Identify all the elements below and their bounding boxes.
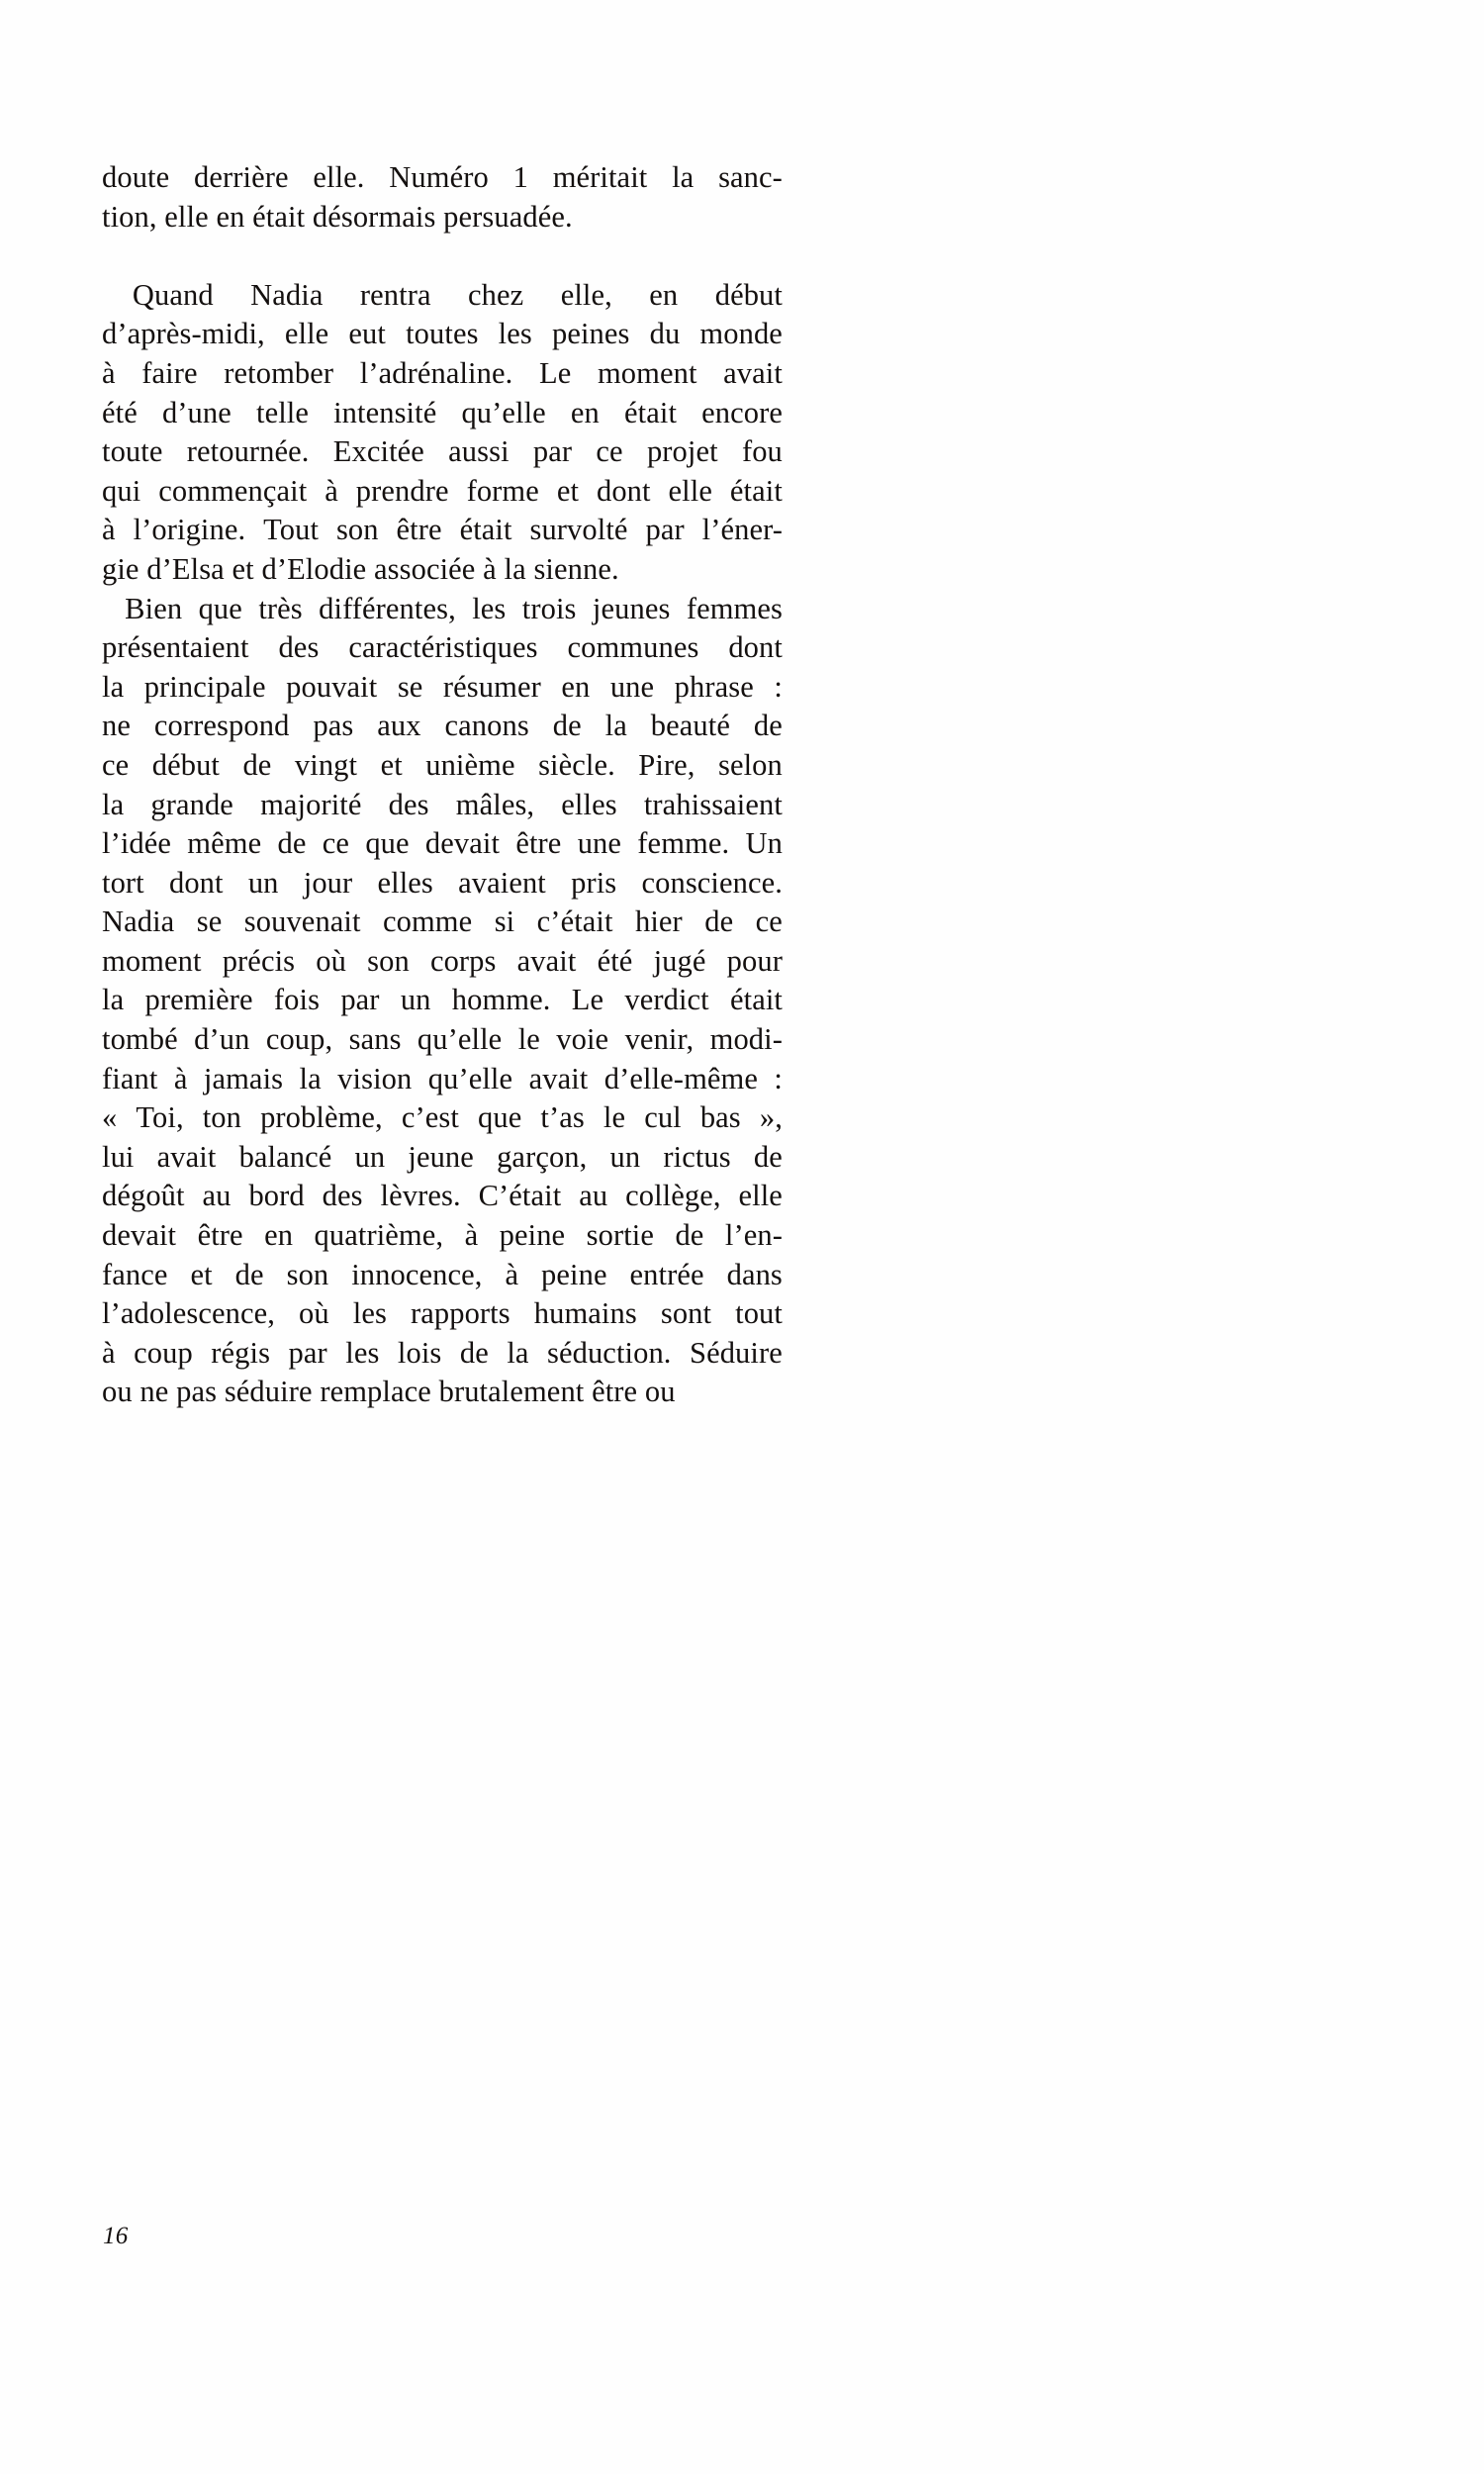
text-line: d’après-midi, elle eut toutes les peines du monde (102, 317, 783, 351)
text-line: à l’origine. Tout son être était survolté par l’éner- (102, 513, 783, 547)
text-line: doute derrière elle. Numéro 1 méritait la sanc- (102, 160, 783, 194)
text-line: qui commençait à prendre forme et dont elle était (102, 473, 783, 508)
text-line: la première fois par un homme. Le verdict était (102, 983, 783, 1017)
text-line: la grande majorité des mâles, elles trahissaient (102, 787, 783, 821)
page-number: 16 (103, 2223, 129, 2249)
text-line: Bien que très différentes, les trois jeunes femmes (102, 591, 783, 625)
paragraph (102, 590, 783, 1412)
text-line: tort dont un jour elles avaient pris conscience. (102, 865, 783, 900)
text-line: toute retournée. Excitée aussi par ce projet fou (102, 434, 783, 469)
text-line: présentaient des caractéristiques communes dont (102, 630, 783, 665)
page-text-block (102, 158, 783, 1412)
text-line: lui avait balancé un jeune garçon, un rictus de (102, 1139, 783, 1174)
text-line: tion, elle en était désormais persuadée. (102, 199, 573, 234)
text-line: été d’une telle intensité qu’elle en était encore (102, 395, 783, 429)
text-line: devait être en quatrième, à peine sortie de l’en- (102, 1218, 783, 1253)
text-line: Quand Nadia rentra chez elle, en début (102, 277, 783, 312)
text-line: ce début de vingt et unième siècle. Pire, selon (102, 747, 783, 782)
text-line: l’idée même de ce que devait être une femme. Un (102, 826, 783, 861)
text-line: fiant à jamais la vision qu’elle avait d’elle-même : (102, 1061, 783, 1095)
text-line: à faire retomber l’adrénaline. Le moment avait (102, 355, 783, 390)
text-line: Nadia se souvenait comme si c’était hier de ce (102, 904, 783, 939)
text-line: « Toi, ton problème, c’est que t’as le cul bas », (102, 1100, 783, 1135)
paragraph (102, 158, 783, 237)
text-line: à coup régis par les lois de la séduction. Séduire (102, 1335, 783, 1370)
text-line: fance et de son innocence, à peine entrée dans (102, 1257, 783, 1291)
paragraph-gap (102, 237, 783, 276)
text-line: ne correspond pas aux canons de la beauté de (102, 709, 783, 743)
text-line: ou ne pas séduire remplace brutalement être ou (102, 1375, 676, 1409)
text-line: l’adolescence, où les rapports humains sont tout (102, 1296, 783, 1331)
text-line: moment précis où son corps avait été jugé pour (102, 943, 783, 978)
text-line: la principale pouvait se résumer en une phrase : (102, 669, 783, 704)
text-line: tombé d’un coup, sans qu’elle le voie venir, modi- (102, 1022, 783, 1057)
text-line: dégoût au bord des lèvres. C’était au collège, elle (102, 1179, 783, 1213)
paragraph (102, 276, 783, 590)
text-line: gie d’Elsa et d’Elodie associée à la sienne. (102, 551, 619, 586)
